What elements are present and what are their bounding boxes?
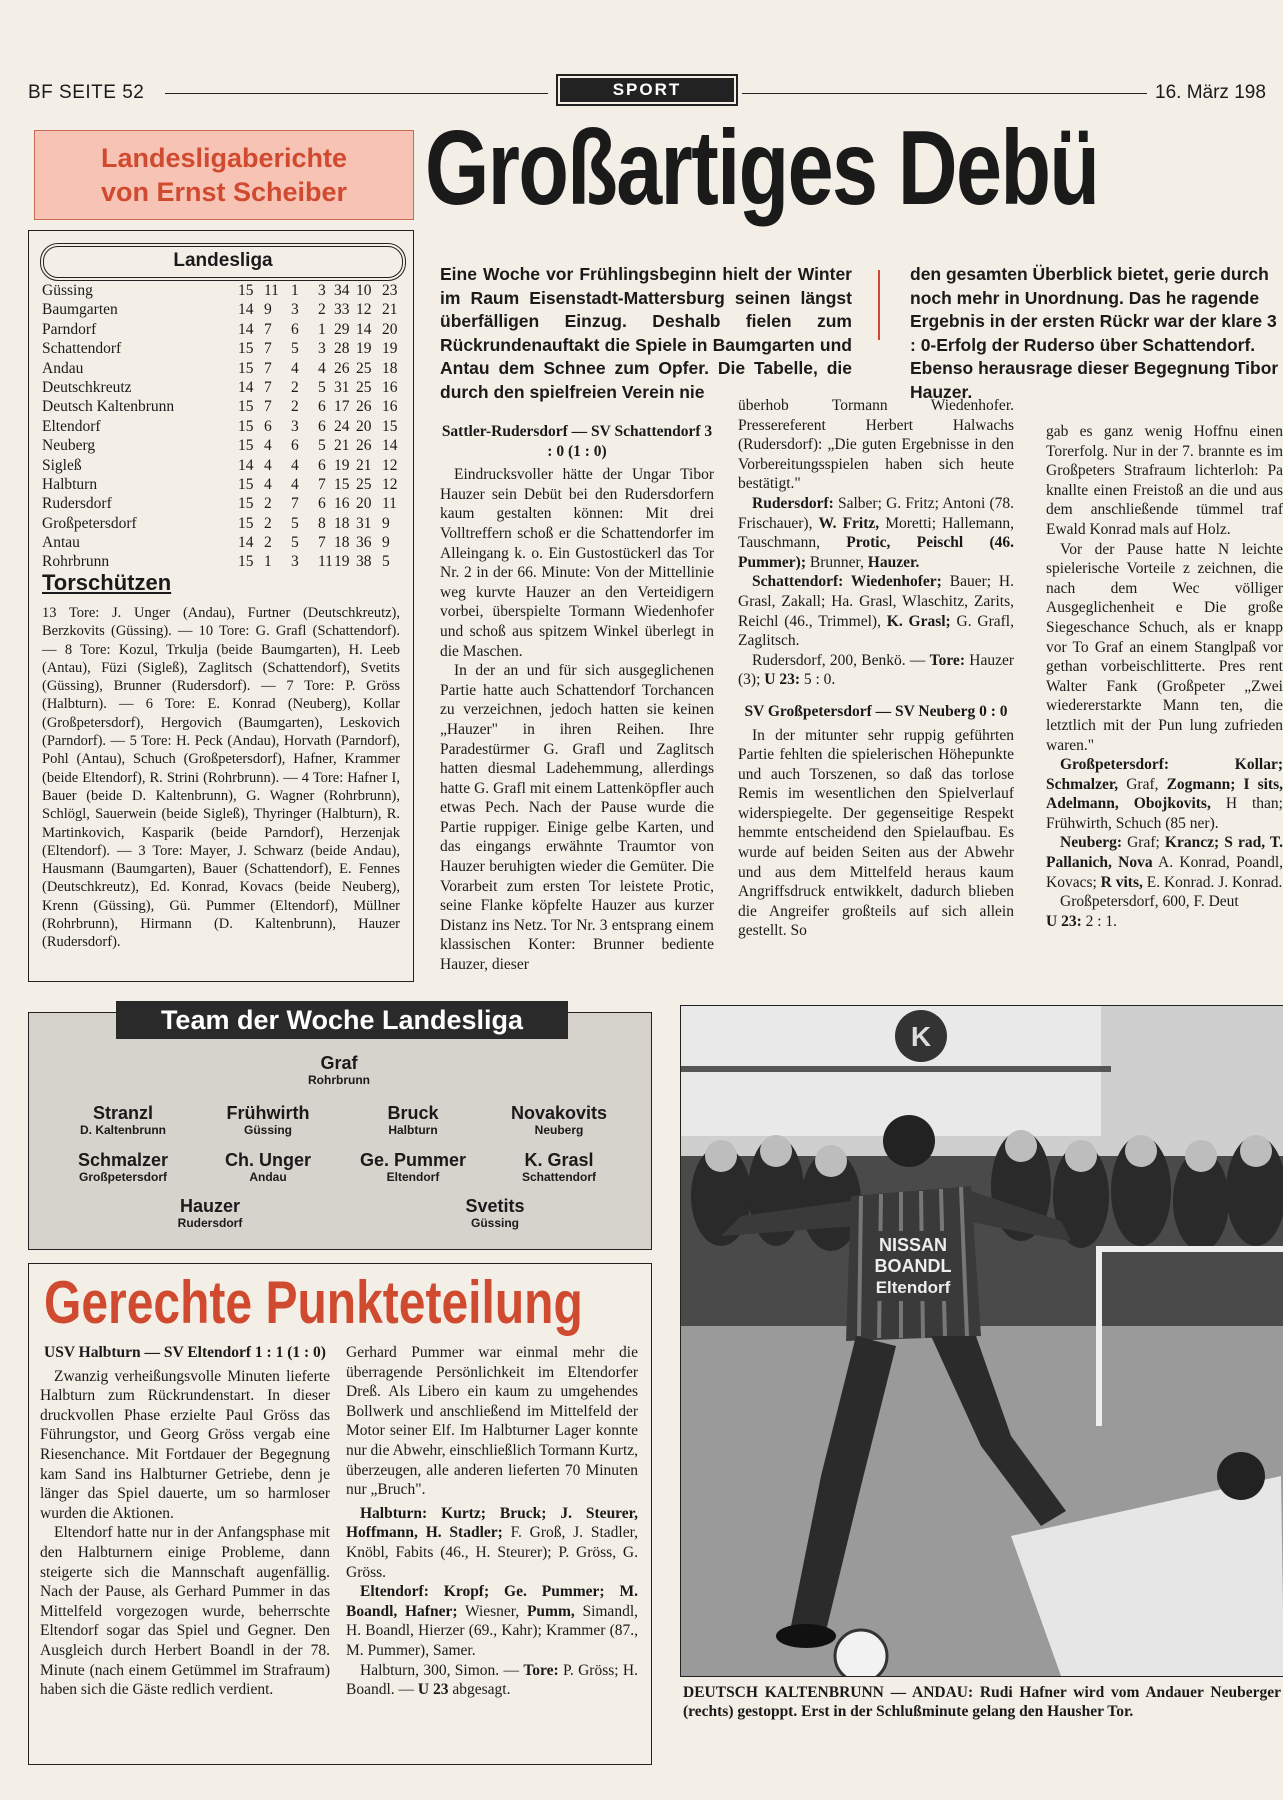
stat-cell: 4 bbox=[264, 475, 272, 493]
stat-cell: 18 bbox=[334, 514, 350, 532]
team-name: Baumgarten bbox=[42, 301, 118, 319]
standings-row bbox=[42, 339, 402, 358]
lineup-halbturn bbox=[346, 1504, 638, 1582]
lineup-bold: Pumm, bbox=[526, 1602, 575, 1620]
stat-cell: 2 bbox=[318, 301, 326, 319]
player-name: Novakovits bbox=[510, 1103, 608, 1123]
stat-cell: 15 bbox=[238, 514, 254, 532]
header-rule-right bbox=[742, 93, 1147, 94]
player-club: Eltendorf bbox=[386, 1170, 440, 1184]
stat-cell: 12 bbox=[356, 301, 372, 319]
standings-title: Landesliga bbox=[40, 243, 406, 281]
stat-cell: 7 bbox=[264, 398, 272, 416]
stat-cell: 12 bbox=[382, 456, 398, 474]
lineup-text: E. Konrad. J. Konrad. bbox=[1142, 873, 1283, 891]
team-name: Güssing bbox=[42, 282, 93, 299]
stat-cell: 11 bbox=[264, 282, 279, 299]
team-name: Rohrbrunn bbox=[42, 553, 110, 571]
stat-cell: 5 bbox=[382, 553, 390, 571]
player-club: Großpetersdorf bbox=[78, 1170, 167, 1184]
article-2-column-1 bbox=[40, 1343, 330, 1700]
stat-cell: 21 bbox=[334, 437, 350, 455]
facts-label: Tore: bbox=[523, 1661, 559, 1679]
team-name: Andau bbox=[42, 359, 84, 377]
player-name: Frühwirth bbox=[226, 1103, 310, 1123]
match-facts: Großpetersdorf, 600, F. Deut bbox=[1060, 893, 1239, 911]
stat-cell: 6 bbox=[291, 320, 299, 338]
paragraph: In der mitunter sehr ruppig geführten Partie fehlten die spielerischen Höhepunkte und auch Torszenen, so daß das torlose Remis im wesentlichen den Spielverlauf widerspiegelte. Der gegenseitige Respekt hemmte entscheidend den Spielaufbau. Es wurde auf beiden Seiten aus der Abwehr und aus dem Mittelfeld heraus kaum Angriffsdruck entwikkelt, dadurch blieben die Angreifer großteils auf sich allein gestellt. So bbox=[738, 726, 1014, 940]
lead-divider bbox=[878, 270, 880, 340]
stat-cell: 4 bbox=[291, 359, 299, 377]
lead-text-right: den gesamten Überblick bietet, gerie durch noch mehr in Unordnung. Das he ragende Ergebnis in der ersten Rückr war der klare 3 : 0-Erfolg der Ruderso über Schattendorf. Ebenso herausrage dieser Begegnung Tibor Hauzer. bbox=[910, 264, 1279, 402]
banner-line-1: Landesligaberichte bbox=[100, 143, 348, 173]
lineup-schattendorf bbox=[738, 572, 1014, 650]
stat-cell: 23 bbox=[382, 282, 398, 299]
team-name: Deutschkreutz bbox=[42, 378, 132, 396]
jersey-text-1: NISSAN bbox=[878, 1235, 948, 1255]
stat-cell: 7 bbox=[318, 475, 326, 493]
standings-row bbox=[42, 456, 402, 475]
team-name: Antau bbox=[42, 534, 80, 552]
stat-cell: 2 bbox=[291, 378, 299, 396]
team-name: Rudersdorf bbox=[42, 495, 112, 513]
stat-cell: 5 bbox=[291, 534, 299, 552]
stat-cell: 3 bbox=[291, 553, 299, 571]
facts-text: P. Gröss; H. Boandl. — bbox=[346, 1661, 638, 1699]
player-name: Stranzl bbox=[92, 1103, 153, 1123]
team-name: Großpetersdorf bbox=[42, 514, 137, 532]
facts-label: Tore: bbox=[929, 651, 965, 669]
stat-cell: 19 bbox=[356, 340, 372, 358]
stat-cell: 12 bbox=[382, 475, 398, 493]
lineup-label: Eltendorf: Kropf; Ge. Pummer; M. Boandl, Hafner; bbox=[346, 1583, 638, 1620]
team-player bbox=[469, 1103, 649, 1137]
stat-cell: 15 bbox=[238, 282, 254, 299]
standings-row bbox=[42, 359, 402, 378]
player-club: Schattendorf bbox=[521, 1170, 596, 1184]
team-name: Sigleß bbox=[42, 456, 82, 474]
team-name: Halbturn bbox=[42, 475, 98, 493]
lineup-label: Neuberg: bbox=[1060, 834, 1122, 852]
lineup-bold: Zogmann; I sits, Adelmann, Obojkovits, bbox=[1046, 775, 1283, 813]
lineup-text: H than; Frühwirth, Schuch (85 ner). bbox=[1046, 795, 1283, 832]
match-heading: SV Großpetersdorf — SV Neuberg 0 : 0 bbox=[744, 702, 1008, 720]
stat-cell: 2 bbox=[264, 534, 272, 552]
stat-cell: 19 bbox=[382, 340, 398, 358]
facts-text: Halbturn, 300, Simon. — bbox=[360, 1661, 524, 1679]
stat-cell: 19 bbox=[334, 553, 350, 571]
standings-row bbox=[42, 378, 402, 397]
stat-cell: 6 bbox=[318, 417, 326, 435]
stat-cell: 14 bbox=[382, 437, 398, 455]
match-heading: USV Halbturn — SV Eltendorf 1 : 1 (1 : 0) bbox=[44, 1344, 326, 1361]
stat-cell: 3 bbox=[318, 340, 326, 358]
player-name: Ge. Pummer bbox=[359, 1150, 467, 1170]
match-facts-u23 bbox=[1046, 912, 1283, 932]
stat-cell: 36 bbox=[356, 534, 372, 552]
standings-row bbox=[42, 397, 402, 416]
stat-cell: 21 bbox=[356, 456, 372, 474]
stat-cell: 16 bbox=[382, 378, 398, 396]
stat-cell: 15 bbox=[238, 417, 254, 435]
lineup-bold: Schmalzer, bbox=[1046, 775, 1119, 793]
paragraph: Zwanzig verheißungsvolle Minuten lieferte Halbturn zum Rückrundenstart. In dieser druckvollen Phase erzielte Paul Gröss das Führungstor, und Georg Gröss vergab eine Riesenchance. Mit Fortdauer der Begegnung kam Sand ins Halbturner Getriebe, denn je länger das Spiel dauerte, um so harmloser wurden die Aktionen. bbox=[40, 1367, 330, 1522]
facts-label: U 23: bbox=[764, 671, 800, 689]
jersey-text-2: BOANDL bbox=[874, 1256, 952, 1276]
standings-row bbox=[42, 436, 402, 455]
lineup-label: Halbturn: Kurtz; Bruck; J. Steurer, Hoffmann, H. Stadler; bbox=[346, 1504, 638, 1542]
stat-cell: 3 bbox=[291, 417, 299, 435]
photo-illustration bbox=[681, 1006, 1283, 1676]
stat-cell: 20 bbox=[382, 320, 398, 338]
lineup-text: Wiesner, bbox=[457, 1602, 527, 1620]
player-name: Ch. Unger bbox=[224, 1150, 311, 1170]
photo-caption: DEUTSCH KALTENBRUNN — ANDAU: Rudi Hafner wird vom Andauer Neuberger (rechts) gestoppt. Erst in der Schlußminute gelang den Hausher Tor. bbox=[683, 1684, 1281, 1720]
player-club: Rudersdorf bbox=[177, 1216, 243, 1230]
player-club: Neuberg bbox=[534, 1123, 584, 1137]
facts-label: U 23: bbox=[1046, 912, 1082, 930]
stat-cell: 31 bbox=[356, 514, 372, 532]
standings-row bbox=[42, 475, 402, 494]
team-player bbox=[405, 1196, 585, 1230]
player-club: Halbturn bbox=[388, 1123, 438, 1137]
stat-cell: 9 bbox=[382, 534, 390, 552]
stat-cell: 11 bbox=[318, 553, 333, 571]
paragraph: überhob Tormann Wiedenhofer. Pressereferent Herbert Halwachs (Rudersdorf): „Die guten Ergebnisse in den Vorbereitungsspielen haben sich heute bestätigt." bbox=[738, 397, 1014, 493]
header-rule-left bbox=[165, 93, 548, 94]
player-name: Hauzer bbox=[179, 1196, 241, 1216]
lead-text-left: Eine Woche vor Frühlingsbeginn hielt der Winter im Raum Eisenstadt-Mattersburg seinen längst überfälligen Einzug. Deshalb fielen zum Rückrundenauftakt die Spiele in Baumgarten und Antau dem Schnee zum Opfer. Die Tabelle, die durch den spielfreien Verein nie bbox=[440, 264, 852, 402]
stat-cell: 15 bbox=[238, 553, 254, 571]
stat-cell: 2 bbox=[291, 398, 299, 416]
player-club: Güssing bbox=[243, 1123, 292, 1137]
scorers-title: Torschützen bbox=[42, 570, 172, 595]
lineup-text: Salber; G. Fritz; Antoni (78. Frischauer), bbox=[738, 494, 1014, 532]
lineup-bold: K. Grasl; bbox=[886, 612, 951, 630]
stat-cell: 7 bbox=[264, 359, 272, 377]
stat-cell: 25 bbox=[356, 475, 372, 493]
stat-cell: 4 bbox=[264, 456, 272, 474]
stat-cell: 4 bbox=[264, 437, 272, 455]
stat-cell: 6 bbox=[264, 417, 272, 435]
stat-cell: 2 bbox=[264, 495, 272, 513]
stat-cell: 14 bbox=[238, 534, 254, 552]
standings-row bbox=[42, 281, 402, 300]
lineup-text: G. Grafl, Zaglitsch. bbox=[738, 612, 1014, 650]
stat-cell: 25 bbox=[356, 359, 372, 377]
standings-row bbox=[42, 494, 402, 513]
stat-cell: 4 bbox=[291, 475, 299, 493]
article-2-headline: Gerechte Punkteteilung bbox=[44, 1269, 583, 1336]
standings-row bbox=[42, 300, 402, 319]
player-club: Rohrbrunn bbox=[308, 1073, 370, 1087]
stat-cell: 20 bbox=[356, 417, 372, 435]
stat-cell: 4 bbox=[291, 456, 299, 474]
stat-cell: 14 bbox=[238, 378, 254, 396]
stat-cell: 25 bbox=[356, 378, 372, 396]
stat-cell: 7 bbox=[264, 320, 272, 338]
page-label: BF SEITE 52 bbox=[28, 82, 145, 103]
player-club: Güssing bbox=[470, 1216, 519, 1230]
stat-cell: 14 bbox=[238, 301, 254, 319]
stat-cell: 9 bbox=[264, 301, 272, 319]
lineup-bold: W. Fritz, bbox=[818, 514, 880, 532]
lineup-bold: R vits, bbox=[1100, 873, 1143, 891]
player-name: Schmalzer bbox=[77, 1150, 169, 1170]
stat-cell: 15 bbox=[382, 417, 398, 435]
lineup-neuberg bbox=[1046, 833, 1283, 892]
standings-row bbox=[42, 417, 402, 436]
stat-cell: 15 bbox=[238, 437, 254, 455]
stat-cell: 5 bbox=[318, 437, 326, 455]
lineup-rudersdorf bbox=[738, 494, 1014, 572]
stat-cell: 11 bbox=[382, 495, 397, 513]
stat-cell: 15 bbox=[238, 398, 254, 416]
team-player bbox=[120, 1196, 300, 1230]
team-name: Eltendorf bbox=[42, 417, 101, 435]
team-name: Schattendorf bbox=[42, 340, 122, 358]
player-name: Svetits bbox=[465, 1196, 525, 1216]
player-name: Bruck bbox=[387, 1103, 439, 1123]
stat-cell: 34 bbox=[334, 282, 350, 299]
stat-cell: 1 bbox=[318, 320, 326, 338]
stat-cell: 38 bbox=[356, 553, 372, 571]
column-banner bbox=[34, 130, 414, 220]
stat-cell: 7 bbox=[264, 340, 272, 358]
player-club: Andau bbox=[249, 1170, 287, 1184]
stat-cell: 15 bbox=[238, 359, 254, 377]
stat-cell: 14 bbox=[238, 456, 254, 474]
standings-row bbox=[42, 533, 402, 552]
stat-cell: 6 bbox=[318, 398, 326, 416]
facts-text: 5 : 0. bbox=[800, 671, 836, 689]
match-photo bbox=[680, 1005, 1283, 1677]
lineup-text: Bauer; H. Grasl, Zakall; Ha. Grasl, Wlaschitz, Zarits, Reichl (46., Trimmel), bbox=[738, 573, 1015, 630]
facts-text: abgesagt. bbox=[448, 1681, 511, 1699]
lineup-label: Schattendorf: Wiedenhofer; bbox=[752, 573, 942, 591]
stat-cell: 15 bbox=[334, 475, 350, 493]
stat-cell: 7 bbox=[291, 495, 299, 513]
lineup-text: Graf; bbox=[1122, 834, 1165, 852]
lineup-bold: Hauzer. bbox=[867, 553, 920, 571]
player-name: Graf bbox=[320, 1053, 358, 1073]
paragraph: Vor der Pause hatte N leichte spielerische Vorteile z zeichnen, die nach dem Wec völliger Ausgeglichenheit e Die große Siegeschance Schuch, als er knapp vor To Graf an einem Stanglpaß vor gethan vorbeischlitterte. Pres rent Walter Fank (Großpeter „Zwei wiedererstarkte Mann ten, die letztlich mit der Pun lung zufrieden waren." bbox=[1046, 540, 1283, 754]
player-name: K. Grasl bbox=[524, 1150, 594, 1170]
stat-cell: 14 bbox=[356, 320, 372, 338]
standings-row bbox=[42, 514, 402, 533]
match-heading: Sattler-Rudersdorf — SV Schattendorf 3 : 0 (1 : 0) bbox=[441, 423, 713, 460]
stat-cell: 15 bbox=[238, 340, 254, 358]
stat-cell: 17 bbox=[334, 398, 350, 416]
stat-cell: 6 bbox=[318, 495, 326, 513]
stat-cell: 3 bbox=[291, 301, 299, 319]
lineup-bold: Krancz; S rad, T. Pallanich, Nova bbox=[1046, 834, 1283, 872]
paragraph: In der an und für sich ausgeglichenen Partie hatte auch Schattendorf Torchancen zu verzeichnen, jedoch hatten sie keinen „Hauzer" in ihren Reihen. Ihre Paradestürmer G. Grafl und Zaglitsch hatten diesmal Ladehemmung, allerdings hatte G. Grafl mit einem Lattenköpfler auch etwas Pech. Nach der Pause wurde die Partie ruppiger. Einige gelbe Karten, und das eingangs erwähnte Traumtor von Hauzer beruhigten wieder die Gemüter. Die Vorarbeit zum ersten Tor leistete Protic, seine Flanke köpfelte Hauzer aus kurzer Distanz ins Netz. Tor Nr. 3 entsprang einem klassischen Konter: Brunner bediente Hauzer, dieser bbox=[440, 662, 714, 974]
stat-cell: 4 bbox=[318, 359, 326, 377]
match-facts bbox=[738, 651, 1014, 690]
main-headline: Großartiges Debü bbox=[425, 109, 1099, 227]
stat-cell: 8 bbox=[318, 514, 326, 532]
article-2-column-2 bbox=[346, 1343, 638, 1700]
paragraph: gab es ganz wenig Hoffnu einen Torerfolg. Nur in der 7. brannte es im Großpeters Strafraum lichterloh: Pa knallte einen Freistoß an die und aus dem anschließende tümmel traf Ewald Konrad mals auf Holz. bbox=[1046, 423, 1283, 538]
stat-cell: 19 bbox=[334, 456, 350, 474]
stat-cell: 24 bbox=[334, 417, 350, 435]
lineup-text: F. Groß, J. Stadler, Knöbl, Fabits (46., H. Steurer); P. Gröss, G. Gröss. bbox=[346, 1524, 638, 1581]
stat-cell: 10 bbox=[356, 282, 372, 299]
facts-text: Hauzer (3); bbox=[738, 651, 1015, 689]
stat-cell: 18 bbox=[382, 359, 398, 377]
stat-cell: 16 bbox=[334, 495, 350, 513]
team-player bbox=[469, 1150, 649, 1184]
facts-text: 2 : 1. bbox=[1081, 912, 1118, 930]
stat-cell: 26 bbox=[356, 398, 372, 416]
match-facts bbox=[346, 1661, 638, 1700]
page-date: 16. März 198 bbox=[1155, 82, 1266, 103]
paragraph: Eindrucksvoller hätte der Ungar Tibor Hauzer sein Debüt bei den Rudersdorfern kaum gestalten können: Mit drei Volltreffern schoß er die Schattendorfer im Alleingang k. o. Ein Gustostückerl das Tor Nr. 2 in der 66. Minute: Von der Mittellinie weg kurvte Hauzer an den Verteidigern vorbei, überspielte Tormann Wiedenhofer und schoß aus spitzem Winkel überlegt in die Maschen. bbox=[440, 466, 714, 660]
standings-table bbox=[42, 281, 402, 572]
article-column-3 bbox=[1046, 422, 1283, 931]
stat-cell: 9 bbox=[382, 514, 390, 532]
team-name: Neuberg bbox=[42, 437, 96, 455]
player-club: D. Kaltenbrunn bbox=[80, 1123, 166, 1137]
stat-cell: 26 bbox=[334, 359, 350, 377]
article-column-1 bbox=[440, 422, 714, 975]
team-player bbox=[249, 1053, 429, 1087]
stat-cell: 1 bbox=[291, 282, 299, 299]
stat-cell: 16 bbox=[382, 398, 398, 416]
lineup-text: Brunner, bbox=[806, 553, 868, 571]
lineup-bold: Protic, Peischl (46. Pummer); bbox=[738, 534, 1014, 571]
stat-cell: 5 bbox=[291, 514, 299, 532]
paragraph: Eltendorf hatte nur in der Anfangsphase mit den Halbturnern einige Probleme, dann steigerte sich die Mannschaft augenfällig. Nach der Pause, als Gerhard Pummer in das Mittelfeld vorgezogen wurde, beherrschte Eltendorf sogar das Spiel und Gegner. Den Ausgleich durch Herbert Boandl in der 78. Minute (nach einem Getümmel im Strafraum) haben sich die Gäste redlich verdient. bbox=[40, 1524, 330, 1699]
team-of-week-title: Team der Woche Landesliga bbox=[116, 1001, 568, 1039]
lineup-text: Simandl, H. Boandl, Hierzer (69., Kahr); Krammer (87., M. Pummer), Samer. bbox=[346, 1602, 638, 1659]
stat-cell: 26 bbox=[356, 437, 372, 455]
lineup-text: Graf, bbox=[1118, 775, 1167, 793]
stat-cell: 33 bbox=[334, 301, 350, 319]
stadium-badge: K bbox=[910, 1021, 932, 1052]
lineup-grosspetersdorf bbox=[1046, 755, 1283, 833]
stat-cell: 15 bbox=[238, 475, 254, 493]
stat-cell: 7 bbox=[318, 534, 326, 552]
lineup-label: Rudersdorf: bbox=[752, 494, 834, 512]
standings-row bbox=[42, 320, 402, 339]
stat-cell: 2 bbox=[264, 514, 272, 532]
stat-cell: 7 bbox=[264, 378, 272, 396]
lineup-eltendorf bbox=[346, 1582, 638, 1660]
stat-cell: 5 bbox=[318, 378, 326, 396]
lineup-label: Großpetersdorf: Kollar; bbox=[1060, 756, 1283, 774]
section-label: SPORT bbox=[556, 74, 738, 106]
stat-cell: 14 bbox=[238, 320, 254, 338]
stat-cell: 6 bbox=[291, 437, 299, 455]
standings-row bbox=[42, 552, 402, 571]
stat-cell: 31 bbox=[334, 378, 350, 396]
lineup-text: Moretti; Hallemann, Tauschmann, bbox=[738, 514, 1014, 552]
facts-label: U 23 bbox=[417, 1681, 449, 1699]
stat-cell: 6 bbox=[318, 456, 326, 474]
stat-cell: 18 bbox=[334, 534, 350, 552]
stat-cell: 20 bbox=[356, 495, 372, 513]
team-name: Parndorf bbox=[42, 320, 97, 338]
lineup-text: A. Konrad, Poandl, Kovacs; bbox=[1046, 854, 1283, 891]
stat-cell: 29 bbox=[334, 320, 350, 338]
stat-cell: 3 bbox=[318, 282, 326, 299]
stat-cell: 15 bbox=[238, 495, 254, 513]
stat-cell: 1 bbox=[264, 553, 272, 571]
banner-line-2: von Ernst Scheiber bbox=[100, 177, 348, 207]
scorers-text: 13 Tore: J. Unger (Andau), Furtner (Deutschkreutz), Berzkovits (Güssing). — 10 Tore: G. Grafl (Schattendorf). — 8 Tore: Kozul, Trkulja (beide Baumgarten), H. Leeb (Antau), Füzi (Sigleß), Zaglitsch (Schattendorf), Svetits (Güssing), Brunner (Rudersdorf). — 7 Tore: P. Gröss (Halbturn). — 6 Tore: E. Konrad (Neuberg), Kollar (Großpetersdorf), Hergovich (Baumgarten), Leskovich (Parndorf). — 5 Tore: H. Peck (Andau), Horvath (Parndorf), Pohl (Antau), Schuch (Großpetersdorf), Hafner, Krammer (beide Eltendorf), R. Strini (Rohrbrunn). — 4 Tore: Hafner I, Bauer (beide D. Kaltenbrunn), G. Wagner (Rohrbrunn), Schlögl, Sauerwein (beide Sigleß), Thyringer (Halbturn), R. Martinkovich, Kasparik (beide Parndorf), Herzenjak (Eltendorf). — 3 Tore: Mayer, J. Schwarz (beide Andau), Hausmann (Baumgarten), Bauer (Schattendorf), E. Fennes (Deutschkreutz), Ed. Konrad, Kovacs (beide Neuberg), Krenn (Güssing), Gü. Pummer (Eltendorf), Müllner (Rohrbrunn), Hirmann (D. Kaltenbrunn), Hauzer (Rudersdorf). bbox=[42, 605, 400, 951]
stat-cell: 5 bbox=[291, 340, 299, 358]
article-column-2 bbox=[738, 396, 1014, 941]
stat-cell: 21 bbox=[382, 301, 398, 319]
jersey-text-3: Eltendorf bbox=[875, 1278, 951, 1297]
facts-text: Rudersdorf, 200, Benkö. — bbox=[752, 651, 930, 669]
stat-cell: 28 bbox=[334, 340, 350, 358]
team-name: Deutsch Kaltenbrunn bbox=[42, 398, 175, 416]
paragraph: Gerhard Pummer war einmal mehr die überragende Persönlichkeit im Eltendorfer Dreß. Als Libero ein kaum zu umgehendes Bollwerk und anschließend im Mittelfeld der Motor seiner Elf. Im Halbturner Lager konnte nur die Abwehr, einschließlich Tormann Kurtz, überzeugen, alle anderen lieferten 70 Minuten nur „Bruch". bbox=[346, 1344, 639, 1499]
